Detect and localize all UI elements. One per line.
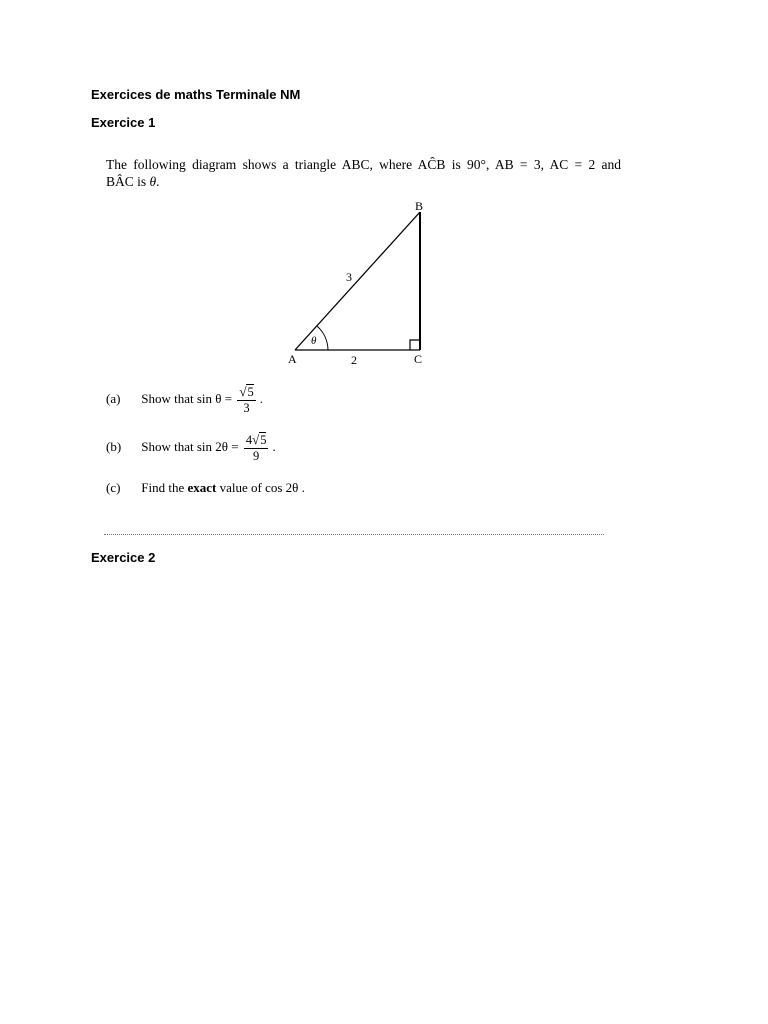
right-angle-value: 90° bbox=[467, 157, 486, 172]
square-root: √5 bbox=[239, 384, 254, 399]
dotted-separator bbox=[104, 534, 604, 535]
square-root: √5 bbox=[252, 432, 267, 447]
part-text: Show that sin θ = bbox=[141, 390, 236, 406]
exercise-2-heading: Exercice 2 bbox=[91, 550, 156, 565]
intro-line-1 bbox=[106, 156, 621, 173]
exercise-1-intro bbox=[106, 156, 621, 190]
vertex-b-label: B bbox=[415, 199, 424, 213]
part-text: Show that sin 2θ = bbox=[141, 438, 242, 454]
right-angle-marker bbox=[410, 340, 420, 350]
theta-symbol: θ bbox=[149, 174, 157, 189]
fraction-denominator: 3 bbox=[243, 401, 250, 415]
angle-theta-label: θ bbox=[311, 335, 317, 347]
exercise-1-heading: Exercice 1 bbox=[91, 115, 156, 130]
vertex-c-label: C bbox=[414, 352, 423, 366]
triangle-diagram bbox=[280, 195, 440, 370]
intro-text: is bbox=[133, 174, 150, 189]
part-end: . bbox=[272, 438, 276, 454]
radicand: 5 bbox=[260, 433, 267, 447]
part-a bbox=[106, 385, 263, 415]
intro-text: The following diagram shows a triangle ABC, where bbox=[106, 157, 418, 172]
part-letter: (c) bbox=[106, 480, 121, 495]
part-letter: (b) bbox=[106, 438, 122, 454]
part-end: . bbox=[259, 390, 263, 406]
intro-text: , AB = 3, AC = 2 and bbox=[485, 157, 621, 172]
side-ab-length-label: 3 bbox=[346, 270, 352, 284]
fraction bbox=[237, 385, 255, 415]
part-text: Find the bbox=[141, 480, 188, 495]
intro-text: is bbox=[445, 157, 468, 172]
side-ac-length-label: 2 bbox=[351, 353, 357, 367]
part-b bbox=[106, 433, 276, 463]
fraction-denominator: 9 bbox=[253, 449, 260, 463]
intro-line-2 bbox=[106, 173, 621, 190]
side-ab-line bbox=[295, 212, 420, 350]
radicand: 5 bbox=[247, 385, 254, 399]
angle-arc bbox=[317, 326, 328, 350]
angle-bac-label: BÂC bbox=[106, 174, 134, 189]
intro-text: . bbox=[156, 174, 160, 189]
document-title: Exercices de maths Terminale NM bbox=[91, 87, 301, 102]
numerator-coefficient: 4 bbox=[245, 433, 253, 447]
part-text: value of cos 2θ . bbox=[216, 480, 305, 495]
fraction-numerator bbox=[244, 433, 269, 449]
angle-acb-label: AĈB bbox=[417, 157, 446, 172]
fraction bbox=[244, 433, 269, 463]
part-bold-text: exact bbox=[187, 480, 217, 495]
fraction-numerator bbox=[237, 385, 255, 401]
part-c bbox=[106, 480, 305, 496]
vertex-a-label: A bbox=[288, 352, 297, 366]
part-letter: (a) bbox=[106, 390, 121, 406]
